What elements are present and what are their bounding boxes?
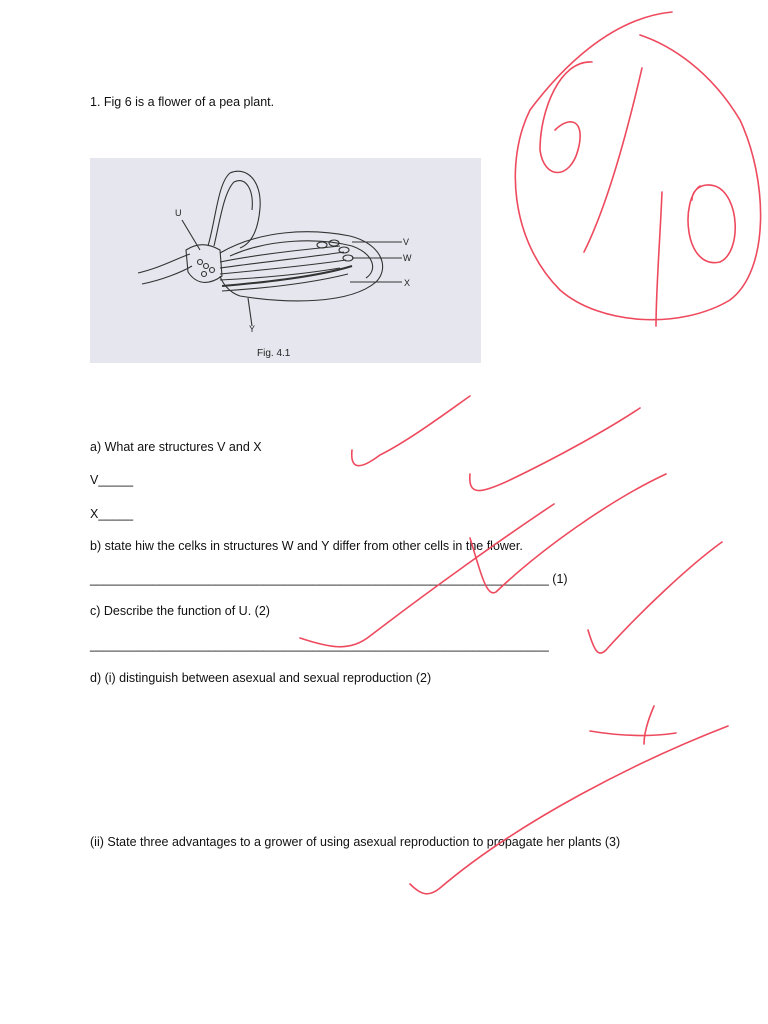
cross-mark xyxy=(590,731,676,735)
score-mark xyxy=(515,12,760,326)
answer-v: V_____ xyxy=(90,473,134,487)
part-d-ii-prompt: (ii) State three advantages to a grower of using asexual reproduction to propagate her plants (3) xyxy=(90,835,621,849)
part-c-answer-line: __________________________________________________________________ xyxy=(90,638,549,652)
pea-flower-diagram xyxy=(90,158,481,363)
label-u: U xyxy=(175,208,182,218)
part-c-prompt: c) Describe the function of U. (2) xyxy=(90,604,270,618)
question-intro: 1. Fig 6 is a flower of a pea plant. xyxy=(90,95,275,109)
cross-mark xyxy=(644,706,654,744)
tick-mark xyxy=(588,542,722,653)
label-x: X xyxy=(404,278,411,288)
part-b-answer-line: __________________________________________________________________ (1) xyxy=(90,572,568,586)
label-y: Y xyxy=(249,324,256,334)
figure-caption: Fig. 4.1 xyxy=(257,348,291,359)
part-b-prompt: b) state hiw the celks in structures W and Y differ from other cells in the flower. xyxy=(90,539,523,553)
label-w: W xyxy=(403,253,412,263)
tick-mark xyxy=(410,726,728,894)
answer-x: X_____ xyxy=(90,507,134,521)
label-v: V xyxy=(403,237,410,247)
part-a-prompt: a) What are structures V and X xyxy=(90,440,262,454)
flower-figure-photo xyxy=(90,158,481,363)
tick-mark xyxy=(470,408,640,491)
part-d-i-prompt: d) (i) distinguish between asexual and sexual reproduction (2) xyxy=(90,671,432,685)
tick-mark xyxy=(352,396,470,466)
